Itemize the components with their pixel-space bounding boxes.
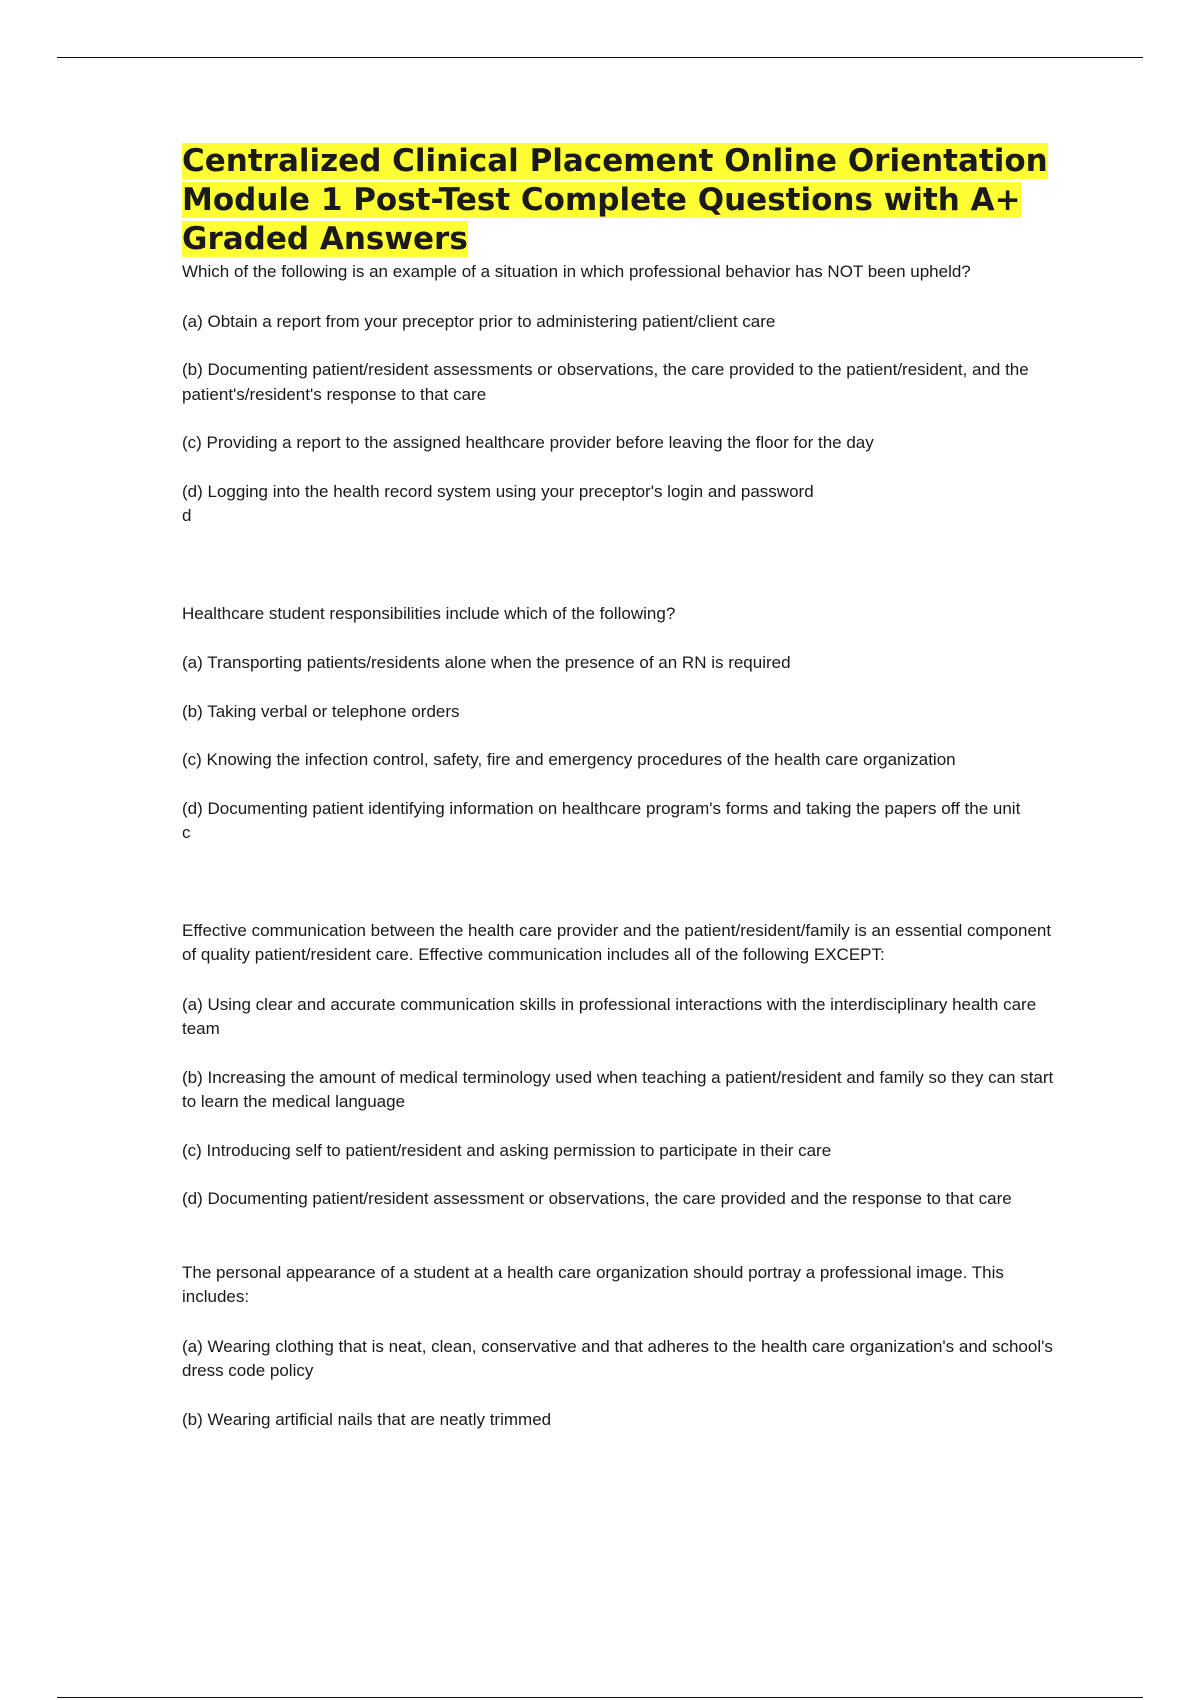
question-text: The personal appearance of a student at a health care organization should portray a professional image. This includes: xyxy=(182,1262,1004,1306)
question-block xyxy=(182,919,1062,1212)
document-title xyxy=(182,142,1062,259)
answer-option: (c) Knowing the infection control, safety, fire and emergency procedures of the health care organization xyxy=(182,750,956,769)
answer-option: (d) Documenting patient/resident assessment or observations, the care provided and the response to that care xyxy=(182,1189,1012,1208)
document-body xyxy=(182,142,1062,1481)
question-text: Effective communication between the health care provider and the patient/resident/family is an essential component of quality patient/resident care. Effective communication includes all of the following EXCEPT: xyxy=(182,920,1052,964)
title-highlight: Centralized Clinical Placement Online Orientation Module 1 Post-Test Complete Questions with A+ Graded Answers xyxy=(182,143,1048,257)
question-block xyxy=(182,602,1062,846)
answer-option: (b) Wearing artificial nails that are neatly trimmed xyxy=(182,1409,552,1429)
answer-option: (a) Transporting patients/residents alone when the presence of an RN is required xyxy=(182,653,791,672)
answer-option: (d) Documenting patient identifying information on healthcare program's forms and taking the papers off the unit xyxy=(182,798,1021,818)
answer-option: (b) Increasing the amount of medical terminology used when teaching a patient/resident and family so they can start to learn the medical language xyxy=(182,1067,1054,1111)
question-block xyxy=(182,260,1062,529)
question-text: Healthcare student responsibilities include which of the following? xyxy=(182,603,676,623)
answer-option: (a) Using clear and accurate communication skills in professional interactions with the interdisciplinary health care team xyxy=(182,994,1037,1038)
answer-option: (c) Providing a report to the assigned healthcare provider before leaving the floor for the day xyxy=(182,433,874,452)
question-text: Which of the following is an example of a situation in which professional behavior has NOT been upheld? xyxy=(182,262,971,281)
question-block xyxy=(182,1261,1062,1433)
answer-option: (b) Documenting patient/resident assessments or observations, the care provided to the patient/resident, and the patient's/resident's response to that care xyxy=(182,360,1029,404)
correct-answer: d xyxy=(182,506,192,525)
answer-option: (a) Obtain a report from your preceptor prior to administering patient/client care xyxy=(182,311,776,331)
answer-option: (c) Introducing self to patient/resident and asking permission to participate in their care xyxy=(182,1140,832,1160)
answer-option: (a) Wearing clothing that is neat, clean, conservative and that adheres to the health care organization's and school's dress code policy xyxy=(182,1336,1053,1380)
top-rule xyxy=(57,57,1143,58)
answer-option: (b) Taking verbal or telephone orders xyxy=(182,701,460,721)
bottom-rule xyxy=(57,1697,1143,1698)
correct-answer: c xyxy=(182,823,191,842)
answer-option: (d) Logging into the health record system using your preceptor's login and password xyxy=(182,481,814,501)
